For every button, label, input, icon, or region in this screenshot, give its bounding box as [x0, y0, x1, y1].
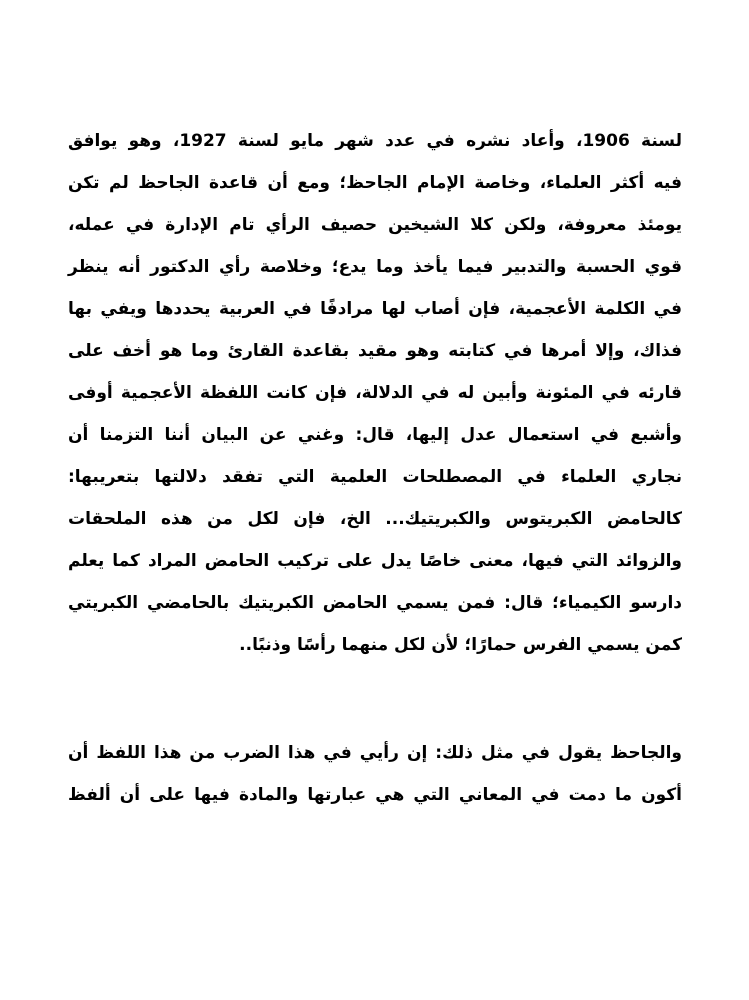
text-line: كالحامض الكبريتوس والكبريتيك... الخ، فإن لكل من هذه الملحقات: [68, 509, 682, 529]
text-line: نجاري العلماء في المصطلحات العلمية التي تفقد دلالتها بتعريبها:: [68, 467, 682, 487]
text-line: في الكلمة الأعجمية، فإن أصاب لها مرادفًا في العربية يحددها ويفي بها: [68, 299, 682, 319]
text-line: دارسو الكيمياء؛ قال: فمن يسمي الحامض الكبريتيك بالحامضي الكبريتي: [68, 593, 682, 613]
text-line: قوي الحسبة والتدبير فيما يأخذ وما يدع؛ وخلاصة رأي الدكتور أنه ينظر: [68, 257, 682, 277]
text-line: والجاحظ يقول في مثل ذلك: إن رأيي في هذا الضرب من هذا اللفظ أن: [68, 743, 682, 763]
text-line: فذاك، وإلا أمرها في كتابته وهو مقيد بقاعدة القارئ وما هو أخف على: [68, 341, 682, 361]
text-line: يومئذ معروفة، ولكن كلا الشيخين حصيف الرأي تام الإدارة في عمله،: [68, 215, 682, 235]
paragraph-2: [68, 732, 682, 816]
text-line: لسنة 1906، وأعاد نشره في عدد شهر مايو لسنة 1927، وهو يوافق: [68, 131, 682, 151]
text-line: وأشبع في استعمال عدل إليها، قال: وغني عن البيان أننا التزمنا أن: [68, 425, 682, 445]
text-line: فيه أكثر العلماء، وخاصة الإمام الجاحظ؛ ومع أن قاعدة الجاحظ لم تكن: [68, 173, 682, 193]
paragraph-1: [68, 120, 682, 666]
text-line: أكون ما دمت في المعاني التي هي عبارتها والمادة فيها على أن ألفظ: [68, 785, 682, 805]
text-line: قارئه في المئونة وأبين له في الدلالة، فإن كانت اللفظة الأعجمية أوفى: [68, 383, 682, 403]
text-line: والزوائد التي فيها، معنى خاصًا يدل على تركيب الحامض المراد كما يعلم: [68, 551, 682, 571]
text-line: كمن يسمي الفرس حمارًا؛ لأن لكل منهما رأسًا وذنبًا..: [239, 635, 682, 655]
